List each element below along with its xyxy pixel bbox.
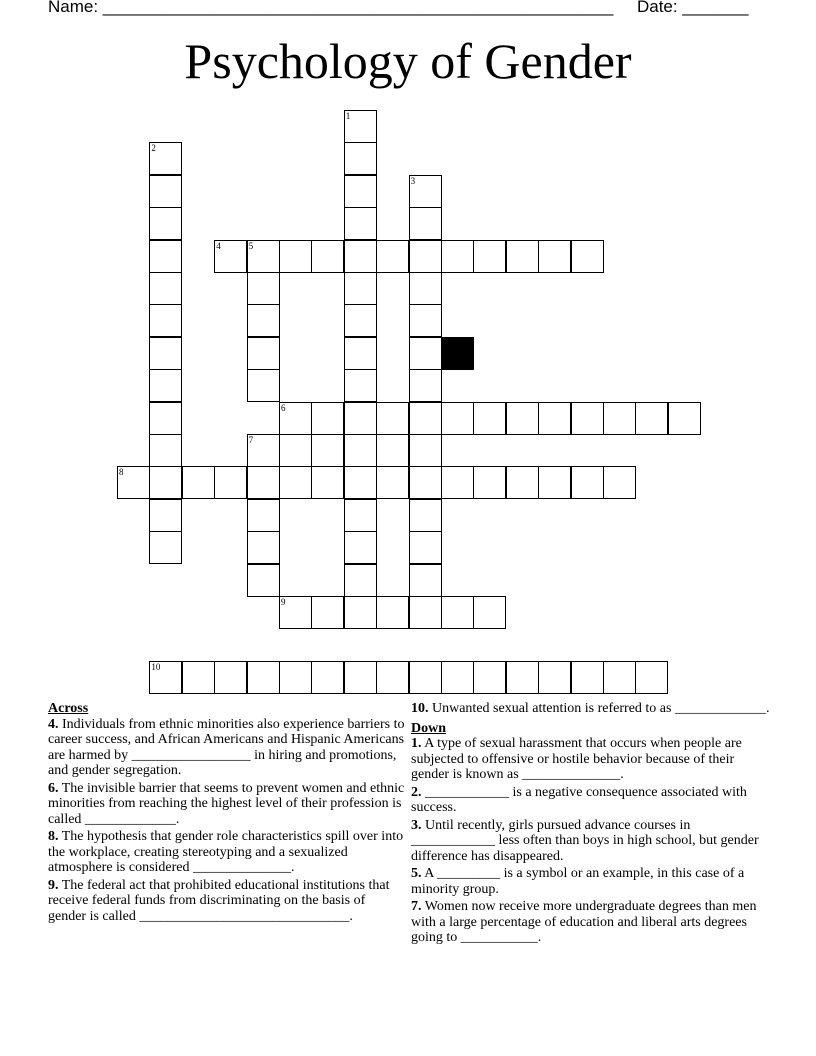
grid-cell[interactable]: [279, 466, 312, 499]
clue-item: [48, 717, 406, 779]
grid-cell[interactable]: [247, 564, 280, 597]
clue-num: 5.: [411, 866, 422, 881]
grid-cell[interactable]: [409, 466, 442, 499]
grid-cell[interactable]: [571, 661, 604, 694]
grid-cell[interactable]: [344, 531, 377, 564]
grid-cell[interactable]: [214, 240, 247, 273]
grid-cell[interactable]: [149, 661, 182, 694]
grid-cell[interactable]: [409, 337, 442, 370]
grid-cell[interactable]: [344, 240, 377, 273]
grid-cell[interactable]: [344, 337, 377, 370]
grid-cell[interactable]: [247, 434, 280, 467]
clues-left-column: [48, 701, 406, 926]
grid-cell[interactable]: [409, 564, 442, 597]
grid-cell[interactable]: [409, 369, 442, 402]
grid-cell[interactable]: [344, 499, 377, 532]
grid-cell[interactable]: [247, 337, 280, 370]
grid-cell[interactable]: [603, 661, 636, 694]
clue-item: [411, 899, 771, 946]
grid-cell[interactable]: [409, 304, 442, 337]
grid-cell[interactable]: [311, 466, 344, 499]
clue-item: [48, 829, 406, 876]
grid-cell[interactable]: [344, 175, 377, 208]
grid-cell[interactable]: [441, 661, 474, 694]
clue-number: 2: [151, 143, 156, 154]
grid-cell[interactable]: [344, 466, 377, 499]
grid-cell[interactable]: [376, 596, 409, 629]
clue-item: [411, 818, 771, 865]
clue-text: The invisible barrier that seems to prevent women and ethnic minorities from reaching the highest level of their profession is called _____________.: [48, 780, 405, 827]
grid-cell[interactable]: [409, 596, 442, 629]
clue-text: The federal act that prohibited educational institutions that receive federal funds from discriminating on the basis of gender is called ______________________________.: [48, 877, 390, 924]
grid-cell[interactable]: [247, 304, 280, 337]
clue-text: Women now receive more undergraduate degrees than men with a large percentage of education and liberal arts degrees going to ___________.: [411, 899, 757, 945]
grid-cell[interactable]: [149, 369, 182, 402]
grid-cell[interactable]: [279, 402, 312, 435]
grid-cell[interactable]: [506, 661, 539, 694]
grid-cell[interactable]: [409, 272, 442, 305]
grid-cell[interactable]: [149, 175, 182, 208]
clue-num: 4.: [48, 716, 59, 732]
clue-number: 9: [281, 597, 286, 607]
grid-cell[interactable]: [473, 466, 506, 499]
clue-number: 4: [216, 240, 221, 251]
grid-cell[interactable]: [149, 402, 182, 435]
grid-cell[interactable]: [247, 272, 280, 305]
grid-cell[interactable]: [473, 661, 506, 694]
across-clue-list-continued: [411, 701, 771, 717]
clue-item: [411, 785, 771, 816]
grid-cell[interactable]: [344, 434, 377, 467]
clue-num: 10.: [411, 701, 429, 716]
clues-right-column: [411, 701, 771, 948]
grid-cell[interactable]: [182, 661, 215, 694]
grid-cell[interactable]: [279, 596, 312, 629]
grid-cell[interactable]: [409, 531, 442, 564]
page-title: Psychology of Gender: [184, 33, 632, 89]
grid-cell[interactable]: [376, 402, 409, 435]
grid-cell[interactable]: [571, 466, 604, 499]
grid-cell[interactable]: [149, 272, 182, 305]
grid-cell[interactable]: [506, 240, 539, 273]
grid-cell[interactable]: [441, 596, 474, 629]
across-heading: Across: [48, 701, 89, 716]
grid-cell[interactable]: [409, 661, 442, 694]
grid-cell[interactable]: [506, 466, 539, 499]
grid-cell[interactable]: [473, 596, 506, 629]
name-date-line: Name: ______________________________________________________ Date: _______: [48, 0, 749, 16]
grid-cell[interactable]: [311, 402, 344, 435]
clue-num: 6.: [48, 780, 59, 796]
down-heading: Down: [411, 720, 447, 736]
grid-cell[interactable]: [344, 369, 377, 402]
clue-text: Unwanted sexual attention is referred to as _____________.: [428, 701, 770, 716]
clue-item: [411, 866, 771, 897]
grid-cell[interactable]: [409, 434, 442, 467]
grid-cell[interactable]: [441, 402, 474, 435]
clue-number: 5: [248, 240, 254, 251]
clue-text: A _________ is a symbol or an example, in this case of a minority group.: [411, 866, 745, 897]
grid-cell[interactable]: [247, 466, 280, 499]
grid-cell[interactable]: [635, 402, 668, 435]
grid-cell[interactable]: [635, 661, 668, 694]
grid-cell[interactable]: [603, 466, 636, 499]
grid-cell[interactable]: [506, 402, 539, 435]
clue-text: Individuals from ethnic minorities also experience barriers to career success, and African Americans and Hispanic Americans are harmed by _________________ in hiring and promotions, and gender segregation.: [48, 716, 405, 778]
grid-cell[interactable]: [668, 402, 701, 435]
grid-cell[interactable]: [149, 531, 182, 564]
grid-cell[interactable]: [441, 466, 474, 499]
clue-number: 10: [151, 661, 161, 672]
clue-num: 7.: [411, 899, 422, 914]
down-clue-list: [411, 736, 771, 946]
grid-cell[interactable]: [344, 596, 377, 629]
grid-cell[interactable]: [409, 175, 442, 208]
grid-cell[interactable]: [376, 661, 409, 694]
grid-cell[interactable]: [182, 466, 215, 499]
clue-text: A type of sexual harassment that occurs when people are subjected to offensive or hostile behavior because of their gender is known as ______________.: [411, 736, 742, 782]
grid-cell[interactable]: [344, 142, 377, 175]
grid-cell[interactable]: [376, 240, 409, 273]
grid-cell[interactable]: [441, 240, 474, 273]
grid-cell[interactable]: [376, 466, 409, 499]
grid-cell[interactable]: [409, 402, 442, 435]
grid-cell[interactable]: [571, 402, 604, 435]
clue-num: 2.: [411, 784, 422, 800]
grid-cell[interactable]: [538, 466, 571, 499]
black-cell: [441, 337, 474, 370]
clue-number: 7: [248, 435, 254, 445]
grid-cell[interactable]: [473, 240, 506, 273]
grid-cell[interactable]: [279, 240, 312, 273]
grid-cell[interactable]: [149, 434, 182, 467]
clue-text: Until recently, girls pursued advance courses in ____________ less often than boys in high school, but gender difference has disappeared.: [411, 817, 759, 864]
grid-cell[interactable]: [149, 337, 182, 370]
grid-cell[interactable]: [214, 661, 247, 694]
grid-cell[interactable]: [247, 661, 280, 694]
grid-cell[interactable]: [247, 369, 280, 402]
clue-number: 3: [410, 175, 416, 186]
grid-cell[interactable]: [247, 240, 280, 273]
grid-cell[interactable]: [344, 564, 377, 597]
grid-cell[interactable]: [117, 466, 150, 499]
grid-cell[interactable]: [247, 499, 280, 532]
grid-cell[interactable]: [344, 661, 377, 694]
clue-num: 1.: [411, 736, 422, 751]
clue-number: 6: [281, 402, 286, 413]
grid-cell[interactable]: [149, 304, 182, 337]
grid-cell[interactable]: [279, 434, 312, 467]
grid-cell[interactable]: [311, 596, 344, 629]
grid-cell[interactable]: [344, 207, 377, 240]
across-clue-list: [48, 717, 406, 925]
grid-cell[interactable]: [149, 240, 182, 273]
clue-item: [411, 736, 771, 783]
grid-cell[interactable]: [344, 272, 377, 305]
clue-item: [48, 781, 406, 828]
clue-num: 9.: [48, 877, 59, 893]
grid-cell[interactable]: [538, 402, 571, 435]
grid-cell[interactable]: [311, 434, 344, 467]
clue-item: [411, 701, 771, 717]
grid-cell[interactable]: [409, 207, 442, 240]
grid-cell[interactable]: [344, 402, 377, 435]
grid-cell[interactable]: [344, 110, 377, 143]
grid-cell[interactable]: [149, 499, 182, 532]
grid-cell[interactable]: [409, 499, 442, 532]
grid-cell[interactable]: [409, 240, 442, 273]
grid-cell[interactable]: [279, 661, 312, 694]
grid-cell[interactable]: [149, 142, 182, 175]
clue-text: The hypothesis that gender role characteristics spill over into the workplace, creating stereotyping and a sexualized atmosphere is considered ______________.: [48, 829, 404, 875]
grid-cell[interactable]: [311, 240, 344, 273]
grid-cell[interactable]: [376, 434, 409, 467]
grid-cell[interactable]: [538, 661, 571, 694]
grid-cell[interactable]: [344, 304, 377, 337]
grid-cell[interactable]: [571, 240, 604, 273]
grid-cell[interactable]: [247, 531, 280, 564]
clue-number: 1: [345, 111, 351, 121]
grid-cell[interactable]: [538, 240, 571, 273]
grid-cell[interactable]: [311, 661, 344, 694]
grid-cell[interactable]: [473, 402, 506, 435]
clue-num: 8.: [48, 829, 59, 844]
clue-text: ____________ is a negative consequence associated with success.: [411, 784, 747, 815]
clue-num: 3.: [411, 817, 422, 833]
grid-cell[interactable]: [214, 466, 247, 499]
clue-item: [48, 878, 406, 925]
grid-cell[interactable]: [603, 402, 636, 435]
grid-cell[interactable]: [149, 466, 182, 499]
grid-cell[interactable]: [149, 207, 182, 240]
clue-number: 8: [119, 467, 124, 478]
